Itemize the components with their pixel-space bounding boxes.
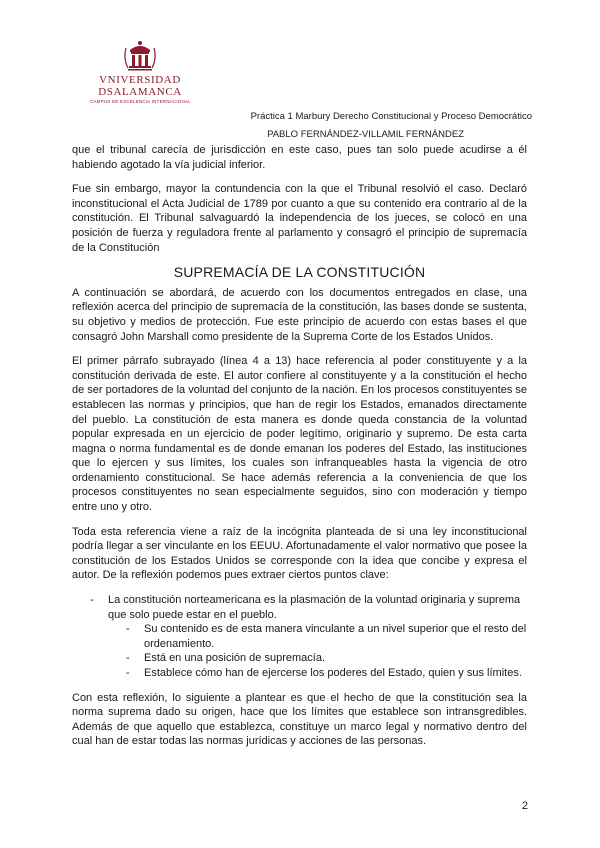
list-item	[72, 593, 527, 681]
sub-list-item: - Está en una posición de supremacía.	[108, 651, 527, 666]
list-item-text: La constitución norteamericana es la plasmación de la voluntad originaria y suprema que solo puede estar en el pueblo.	[108, 594, 521, 621]
document-body	[72, 143, 527, 759]
university-logo	[90, 38, 190, 104]
page-number: 2	[521, 800, 528, 812]
paragraph-conclusion: Con esta reflexión, lo siguiente a plantear es que el hecho de que la constitución sea la norma suprema dado su origen, hace que los límites que establece son intransgredibles. Además de que aquello que establezca, constituye un marco legal y normativo dentro del cual han de estar todas las normas jurídicas y acciones de las personas.	[72, 691, 527, 748]
paragraph-tribunal: Fue sin embargo, mayor la contundencia con la que el Tribunal resolvió el caso. Declaró inconstitucional el Acta Judicial de 1789 por cuanto a que su contenido era contrario al de la constitución. El Tribunal salvaguardó la independencia de los jueces, se colocó en una posición de fuerza y reguladora frente al parlamento y consagró el principio de supremacía de la Constitución	[72, 183, 527, 254]
header-author: PABLO FERNÁNDEZ-VILLAMIL FERNÁNDEZ	[267, 129, 464, 140]
key-points-list	[72, 593, 527, 681]
paragraph-continuation: que el tribunal carecía de jurisdicción en este caso, pues tan solo puede acudirse a él habiendo agotado la vía judicial inferior.	[72, 144, 527, 171]
logo-line-1: VNIVERSIDAD	[99, 74, 181, 86]
header-title: Práctica 1 Marbury Derecho Constitucional y Proceso Democrático	[250, 111, 532, 122]
logo-line-2: DSALAMANCA	[98, 86, 182, 98]
sub-list-item: - Establece cómo han de ejercerse los poderes del Estado, quien y sus límites.	[108, 666, 527, 681]
paragraph-first-underlined: El primer párrafo subrayado (línea 4 a 13) hace referencia al poder constituyente y a la constitución derivada de este. El autor confiere al constituyente y a la constitución el hecho de ser portadores de la voluntad del conjunto de la nación. En los procesos constituyentes se establecen las normas y principios, que han de regir los Estados, emanados directamente del pueblo. La constitución de esta manera es donde queda constancia de la voluntad popular expresada en un ejercicio de poder legítimo, originario y supremo. De esta carta magna o norma fundamental es de donde emanan los poderes del Estado, las instituciones que lo ejercen y sus límites, los cuales son infranqueables hasta la vigencia de otro ordenamiento constitucional. Se hace además referencia a la conveniencia de que los procesos constituyentes no sean especialmente seguidos, sino con moderación y tiempo entre uno y otro.	[72, 355, 527, 514]
paragraph-reference: Toda esta referencia viene a raíz de la incógnita planteada de si una ley inconstitucional podría llegar a ser vinculante en los EEUU. Afortunadamente el valor normativo que posee la constitución de los Estados Unidos se corresponde con la idea que concibe y expresa el autor. De la reflexión podemos pues extraer ciertos puntos clave:	[72, 525, 527, 582]
sub-list	[108, 622, 527, 680]
section-heading: SUPREMACÍA DE LA CONSTITUCIÓN	[173, 264, 426, 281]
paragraph-intro: A continuación se abordará, de acuerdo con los documentos entregados en clase, una reflexión acerca del principio de supremacía de la constitución, las bases donde se sustenta, su objetivo y medios de protección. Fue este principio de acuerdo con estas bases el que consagró John Marshall como presidente de la Suprema Corte de los Estados Unidos.	[72, 286, 527, 343]
university-seal-icon	[120, 38, 160, 74]
logo-line-3: CAMPUS DE EXCELENCIA INTERNACIONAL	[90, 99, 191, 104]
sub-list-item: - Su contenido es de esta manera vinculante a un nivel superior que el resto del ordenamiento.	[108, 622, 527, 651]
